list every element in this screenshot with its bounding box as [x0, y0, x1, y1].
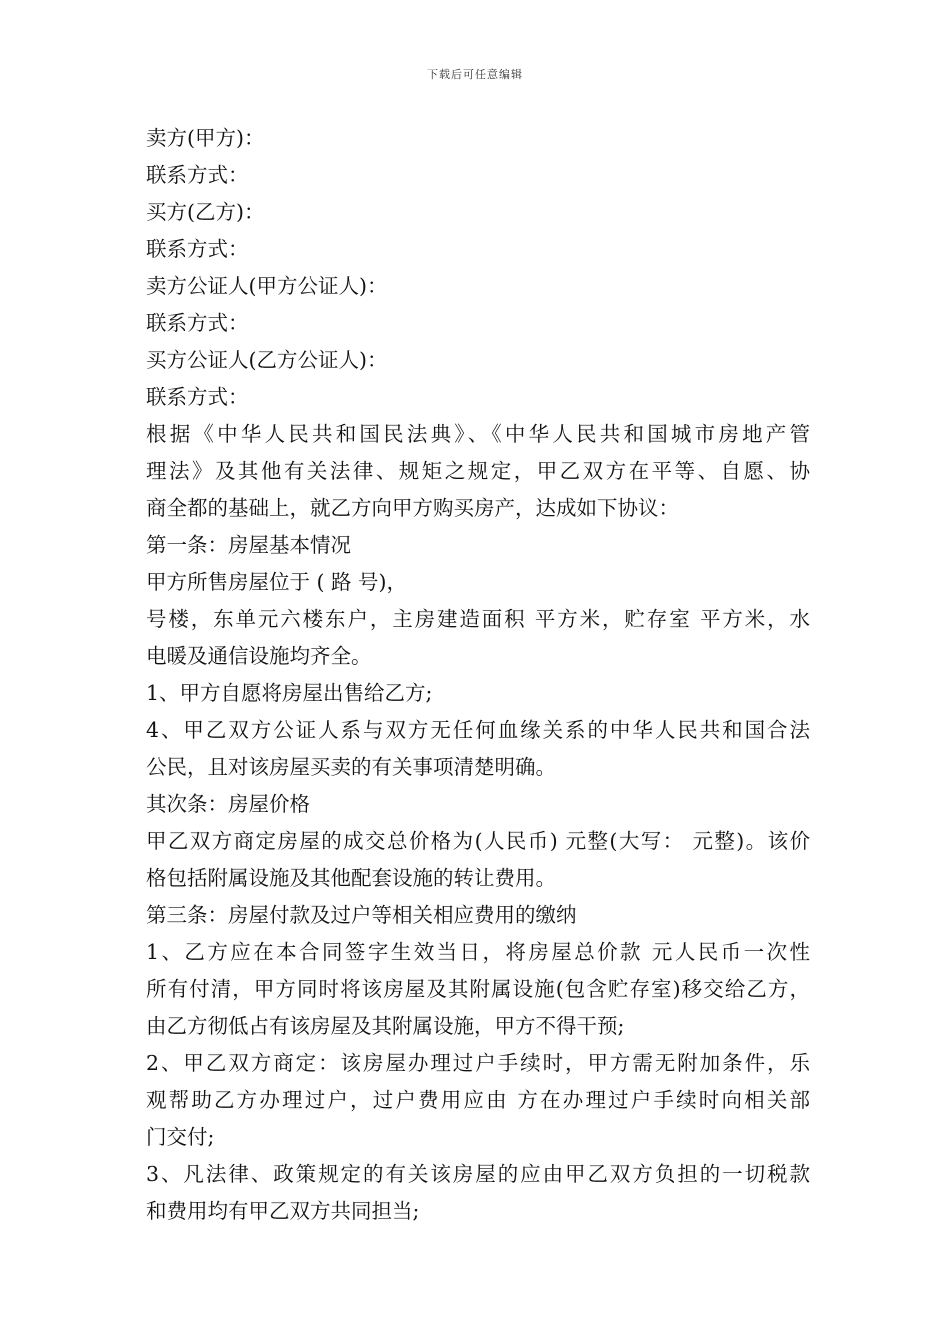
text-line: 买方(乙方)： — [146, 200, 265, 224]
text-line: 和费用均有甲乙双方共同担当; — [146, 1199, 420, 1223]
text-line: 1、甲方自愿将房屋出售给乙方; — [146, 681, 433, 705]
text-line: 根据《中华人民共和国民法典》、《中华人民共和国城市房地产管 — [146, 422, 810, 446]
text-line: 格包括附属设施及其他配套设施的转让费用。 — [146, 866, 556, 890]
text-line: 门交付; — [146, 1125, 215, 1149]
text-line: 联系方式： — [146, 163, 249, 187]
text-line: 卖方公证人(甲方公证人)： — [146, 274, 388, 298]
text-line: 卖方(甲方)： — [146, 126, 265, 150]
text-line: 公民，且对该房屋买卖的有关事项清楚明确。 — [146, 755, 556, 779]
text-line: 由乙方彻低占有该房屋及其附属设施，甲方不得干预; — [146, 1014, 625, 1038]
text-line: 甲方所售房屋位于 ( 路 号)， — [146, 570, 408, 594]
text-line: 电暖及通信设施均齐全。 — [146, 644, 372, 668]
text-line: 观帮助乙方办理过户，过户费用应由 方在办理过户手续时向相关部 — [146, 1088, 810, 1112]
text-line: 4、甲乙双方公证人系与双方无任何血缘关系的中华人民共和国合法 — [146, 718, 810, 742]
text-line: 第一条：房屋基本情况 — [146, 533, 351, 557]
text-line: 第三条：房屋付款及过户等相关相应费用的缴纳 — [146, 903, 577, 927]
text-line: 买方公证人(乙方公证人)： — [146, 348, 388, 372]
text-line: 联系方式： — [146, 311, 249, 335]
text-line: 理法》及其他有关法律、规矩之规定，甲乙双方在平等、自愿、协 — [146, 459, 810, 483]
document-body — [146, 120, 810, 1230]
text-line: 甲乙双方商定房屋的成交总价格为(人民币) 元整(大写： 元整)。该价 — [146, 829, 810, 853]
text-line: 所有付清，甲方同时将该房屋及其附属设施(包含贮存室)移交给乙方， — [146, 977, 810, 1001]
text-line: 其次条：房屋价格 — [146, 792, 310, 816]
text-line: 1、乙方应在本合同签字生效当日，将房屋总价款 元人民币一次性 — [146, 940, 810, 964]
text-line: 联系方式： — [146, 237, 249, 261]
text-line: 3、凡法律、政策规定的有关该房屋的应由甲乙双方负担的一切税款 — [146, 1162, 810, 1186]
text-line: 2、甲乙双方商定：该房屋办理过户手续时，甲方需无附加条件，乐 — [146, 1051, 810, 1075]
text-line: 号楼，东单元六楼东户，主房建造面积 平方米，贮存室 平方米，水 — [146, 607, 810, 631]
text-line: 联系方式： — [146, 385, 249, 409]
header-note: 下载后可任意编辑 — [427, 68, 523, 81]
text-line: 商全都的基础上，就乙方向甲方购买房产，达成如下协议： — [146, 496, 679, 520]
